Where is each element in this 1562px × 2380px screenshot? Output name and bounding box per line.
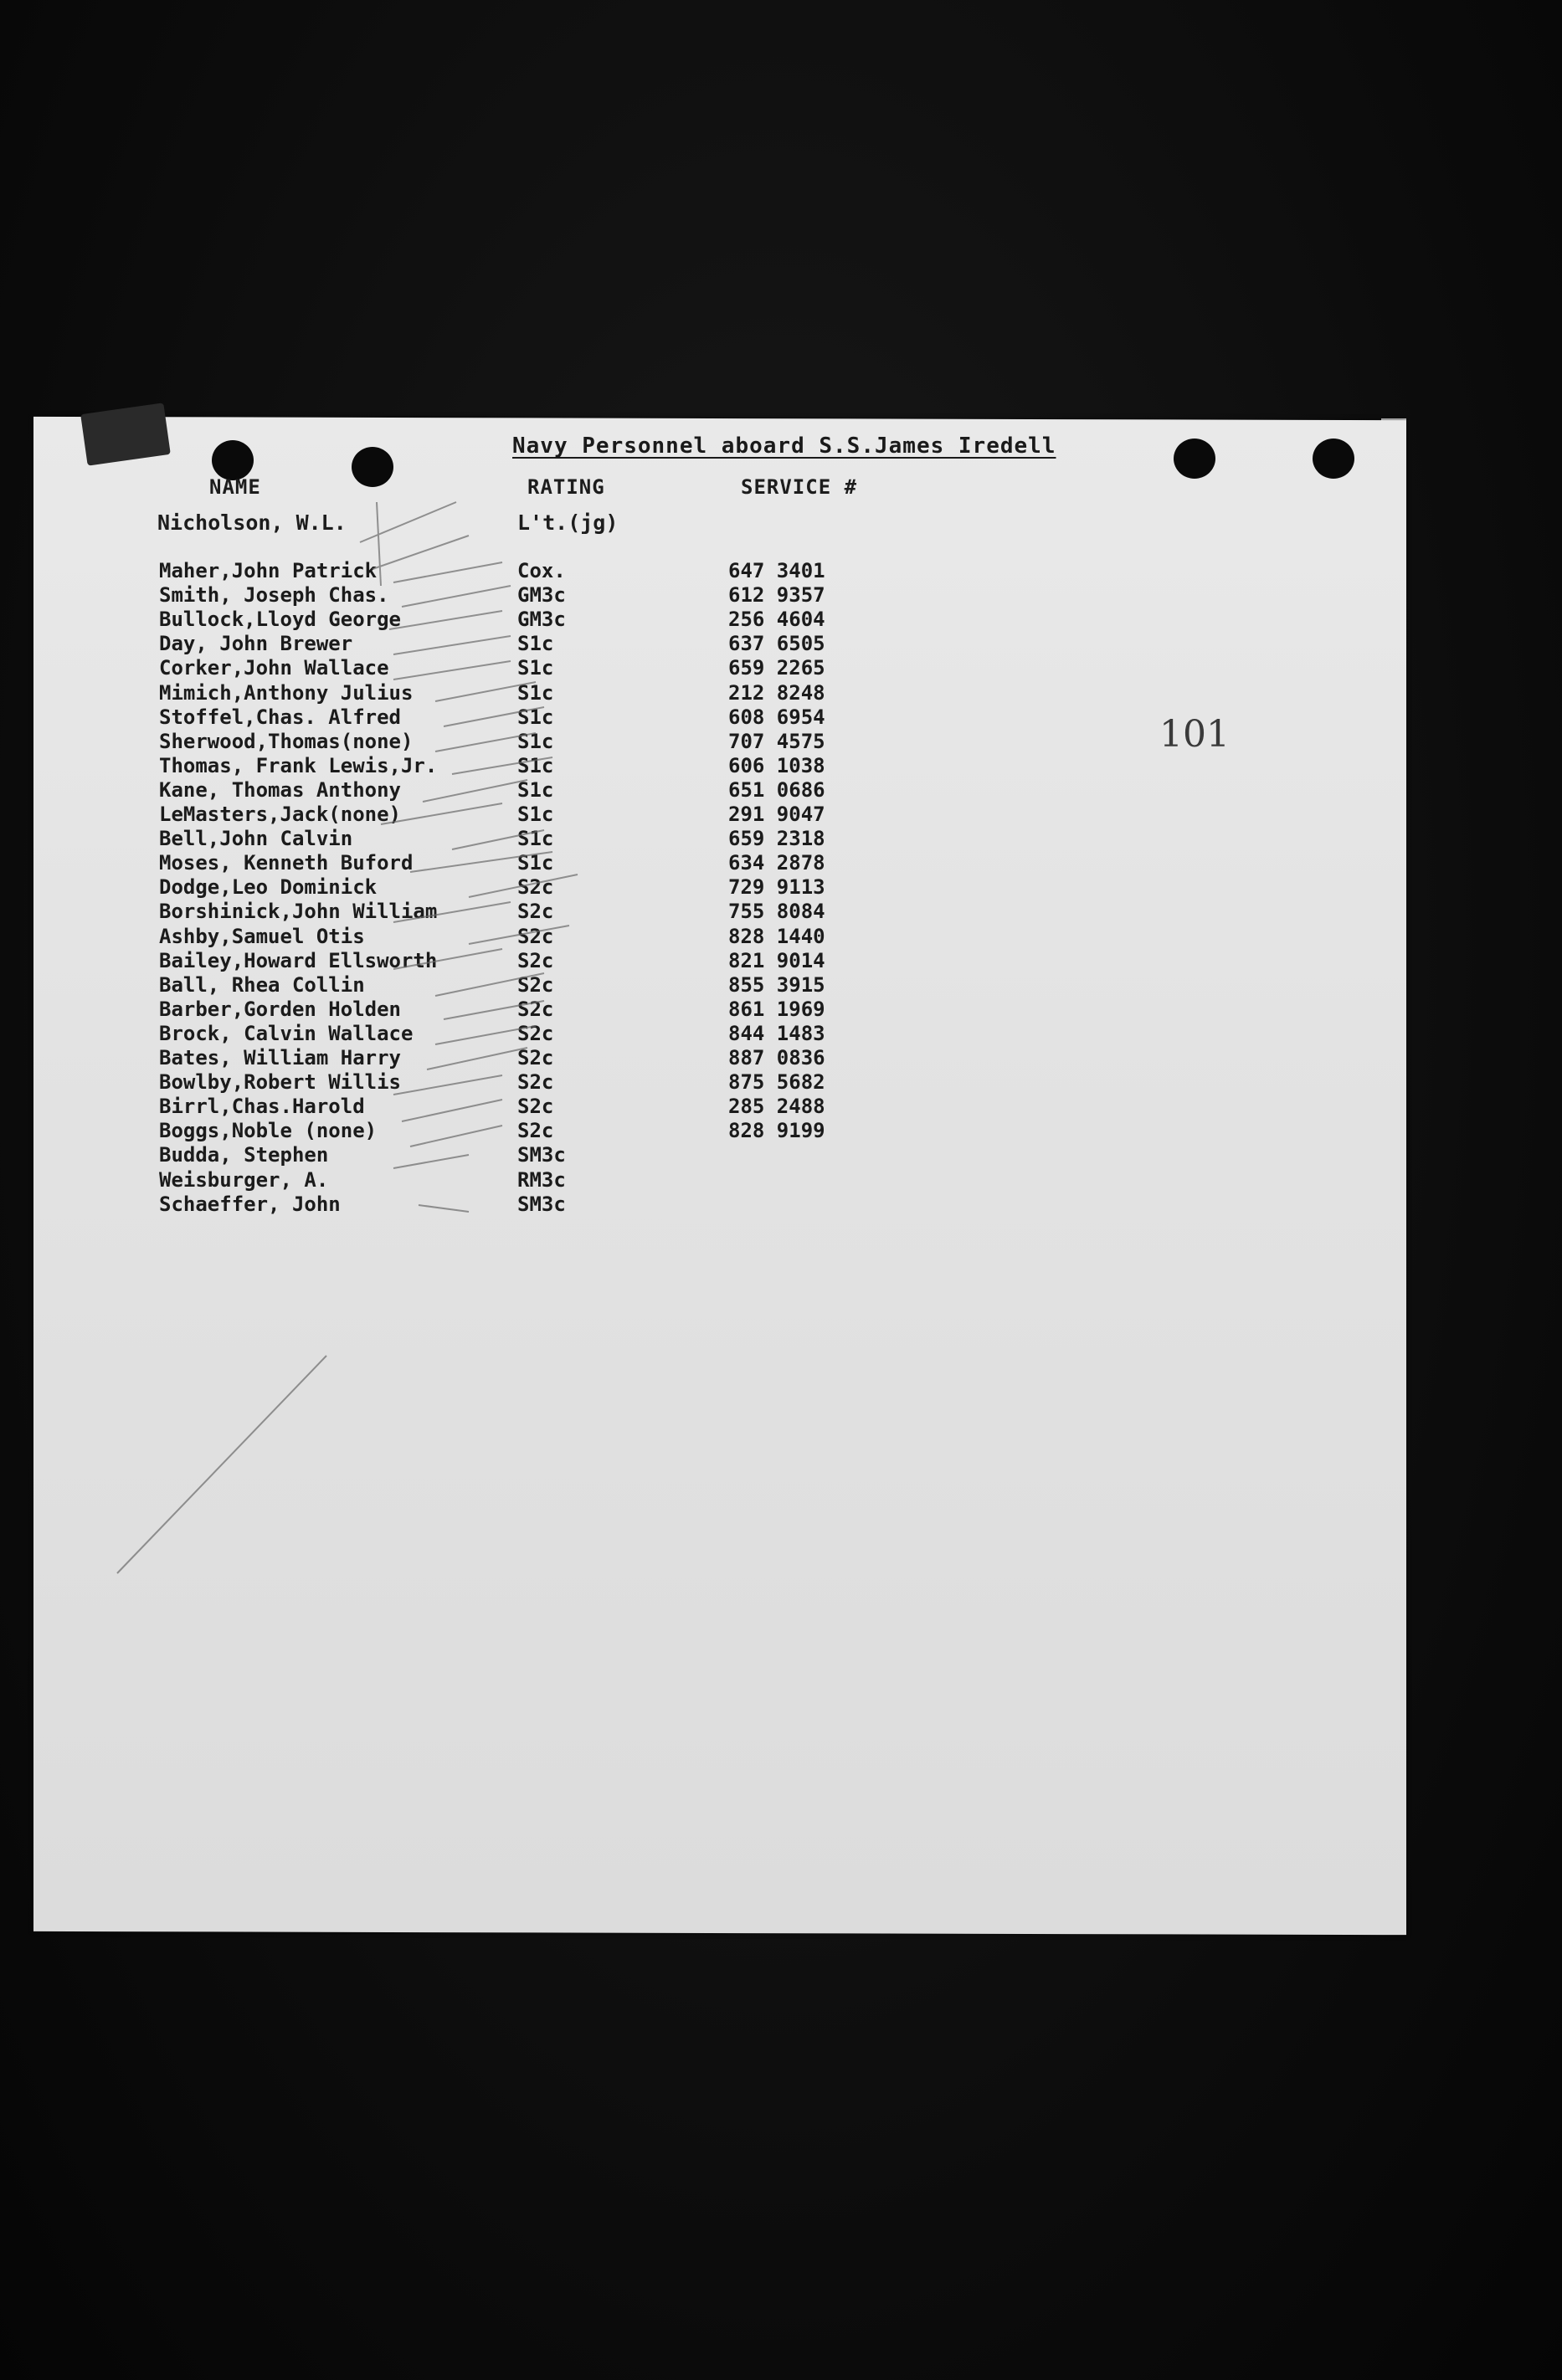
roster-service-number: 828 9199 <box>728 1119 825 1143</box>
punch-hole-4 <box>1313 439 1354 479</box>
roster-service-number: 291 9047 <box>728 803 825 826</box>
roster-rating: S2c <box>517 875 554 900</box>
roster-name: Mimich,Anthony Julius <box>159 680 414 705</box>
roster-service-number: 212 8248 <box>728 680 825 705</box>
roster-service-number: 855 3915 <box>728 972 825 997</box>
roster-service-number: 285 2488 <box>728 1095 825 1119</box>
roster-name: Bailey,Howard Ellsworth <box>159 948 438 972</box>
roster-row <box>0 1095 1562 1118</box>
roster-rating: S2c <box>517 924 554 948</box>
officer-rating: L't.(jg) <box>517 510 619 535</box>
roster-service-number: 729 9113 <box>728 875 825 900</box>
document-title: Navy Personnel aboard S.S.James Iredell <box>512 433 1056 459</box>
roster-service-number: 875 5682 <box>728 1070 825 1095</box>
roster-name: Borshinick,John William <box>159 900 438 924</box>
roster-name: Schaeffer, John <box>159 1192 341 1216</box>
roster-row <box>0 681 1562 705</box>
roster-name: Thomas, Frank Lewis,Jr. <box>159 753 438 777</box>
roster-rating: S1c <box>517 851 554 875</box>
roster-rating: S2c <box>517 1119 554 1143</box>
roster-row <box>0 900 1562 923</box>
roster-name: Sherwood,Thomas(none) <box>159 729 414 753</box>
roster-row <box>0 925 1562 948</box>
roster-rating: S2c <box>517 1021 554 1045</box>
roster-row <box>0 851 1562 875</box>
roster-service-number: 651 0686 <box>728 777 825 802</box>
roster-name: Stoffel,Chas. Alfred <box>159 705 401 729</box>
roster-row <box>0 1168 1562 1192</box>
officer-name: Nicholson, W.L. <box>157 510 347 535</box>
roster-service-number: 608 6954 <box>728 705 825 729</box>
roster-name: Maher,John Patrick <box>159 559 378 582</box>
roster-name: Day, John Brewer <box>159 632 353 656</box>
roster-rating: S1c <box>517 680 554 705</box>
roster-rating: S1c <box>517 729 554 753</box>
roster-rating: S2c <box>517 1046 554 1069</box>
roster-rating: S1c <box>517 632 554 656</box>
roster-name: Moses, Kenneth Buford <box>159 851 414 875</box>
roster-name: Bullock,Lloyd George <box>159 608 401 632</box>
roster-row <box>0 973 1562 997</box>
roster-row <box>0 875 1562 899</box>
roster-rating: S1c <box>517 777 554 802</box>
punch-hole-1 <box>212 440 254 480</box>
roster-name: Boggs,Noble (none) <box>159 1119 378 1143</box>
roster-rating: RM3c <box>517 1167 566 1192</box>
roster-row <box>0 1046 1562 1069</box>
roster-row <box>0 583 1562 607</box>
roster-rating: S2c <box>517 997 554 1021</box>
roster-name: LeMasters,Jack(none) <box>159 803 401 826</box>
roster-row <box>0 1193 1562 1216</box>
roster-rating: GM3c <box>517 608 566 632</box>
punch-hole-3 <box>1174 439 1215 479</box>
roster-service-number: 821 9014 <box>728 948 825 972</box>
roster-rating: S1c <box>517 656 554 680</box>
roster-name: Bates, William Harry <box>159 1046 401 1069</box>
roster-name: Bell,John Calvin <box>159 827 353 851</box>
roster-service-number: 755 8084 <box>728 900 825 924</box>
roster-service-number: 659 2265 <box>728 656 825 680</box>
roster-row <box>0 559 1562 582</box>
roster-service-number: 256 4604 <box>728 608 825 632</box>
page-number: 101 <box>1159 713 1230 756</box>
roster-rating: S1c <box>517 705 554 729</box>
column-header-rating: RATING <box>527 475 605 499</box>
roster-service-number: 647 3401 <box>728 559 825 582</box>
roster-rating: Cox. <box>517 559 566 582</box>
roster-name: Corker,John Wallace <box>159 656 389 680</box>
roster-name: Bowlby,Robert Willis <box>159 1070 401 1095</box>
roster-row <box>0 998 1562 1021</box>
column-header-service: SERVICE # <box>741 475 858 499</box>
roster-row <box>0 949 1562 972</box>
roster-row <box>0 705 1562 729</box>
roster-service-number: 707 4575 <box>728 729 825 753</box>
roster-rating: SM3c <box>517 1192 566 1216</box>
roster-rating: S2c <box>517 1070 554 1095</box>
roster-row <box>0 754 1562 777</box>
roster-row <box>0 803 1562 826</box>
roster-name: Smith, Joseph Chas. <box>159 583 389 608</box>
roster-row <box>0 1022 1562 1045</box>
roster-rating: S2c <box>517 948 554 972</box>
roster-row <box>0 1119 1562 1142</box>
roster-rating: S2c <box>517 972 554 997</box>
roster-rating: GM3c <box>517 583 566 608</box>
roster-name: Weisburger, A. <box>159 1167 329 1192</box>
roster-name: Birrl,Chas.Harold <box>159 1095 365 1119</box>
roster-row <box>0 1143 1562 1167</box>
roster-service-number: 606 1038 <box>728 753 825 777</box>
roster-rating: S1c <box>517 827 554 851</box>
roster-rating: S2c <box>517 1095 554 1119</box>
column-header-name: NAME <box>209 475 261 499</box>
roster-name: Barber,Gorden Holden <box>159 997 401 1021</box>
roster-rating: SM3c <box>517 1143 566 1167</box>
roster-row <box>0 827 1562 850</box>
roster-service-number: 887 0836 <box>728 1046 825 1069</box>
punch-hole-2 <box>352 447 393 487</box>
roster-rating: S1c <box>517 753 554 777</box>
roster-row <box>0 730 1562 753</box>
roster-name: Ashby,Samuel Otis <box>159 924 365 948</box>
roster-service-number: 828 1440 <box>728 924 825 948</box>
roster-name: Budda, Stephen <box>159 1143 329 1167</box>
roster-rating: S1c <box>517 803 554 826</box>
roster-service-number: 861 1969 <box>728 997 825 1021</box>
roster-service-number: 659 2318 <box>728 827 825 851</box>
roster-row <box>0 656 1562 680</box>
roster-rating: S2c <box>517 900 554 924</box>
roster-name: Dodge,Leo Dominick <box>159 875 378 900</box>
roster-row <box>0 632 1562 655</box>
roster-row <box>0 778 1562 802</box>
roster-service-number: 634 2878 <box>728 851 825 875</box>
roster-service-number: 637 6505 <box>728 632 825 656</box>
roster-name: Kane, Thomas Anthony <box>159 777 401 802</box>
roster-name: Brock, Calvin Wallace <box>159 1021 414 1045</box>
roster-row <box>0 608 1562 631</box>
roster-row <box>0 1070 1562 1094</box>
roster-service-number: 844 1483 <box>728 1021 825 1045</box>
roster-service-number: 612 9357 <box>728 583 825 608</box>
roster-name: Ball, Rhea Collin <box>159 972 365 997</box>
